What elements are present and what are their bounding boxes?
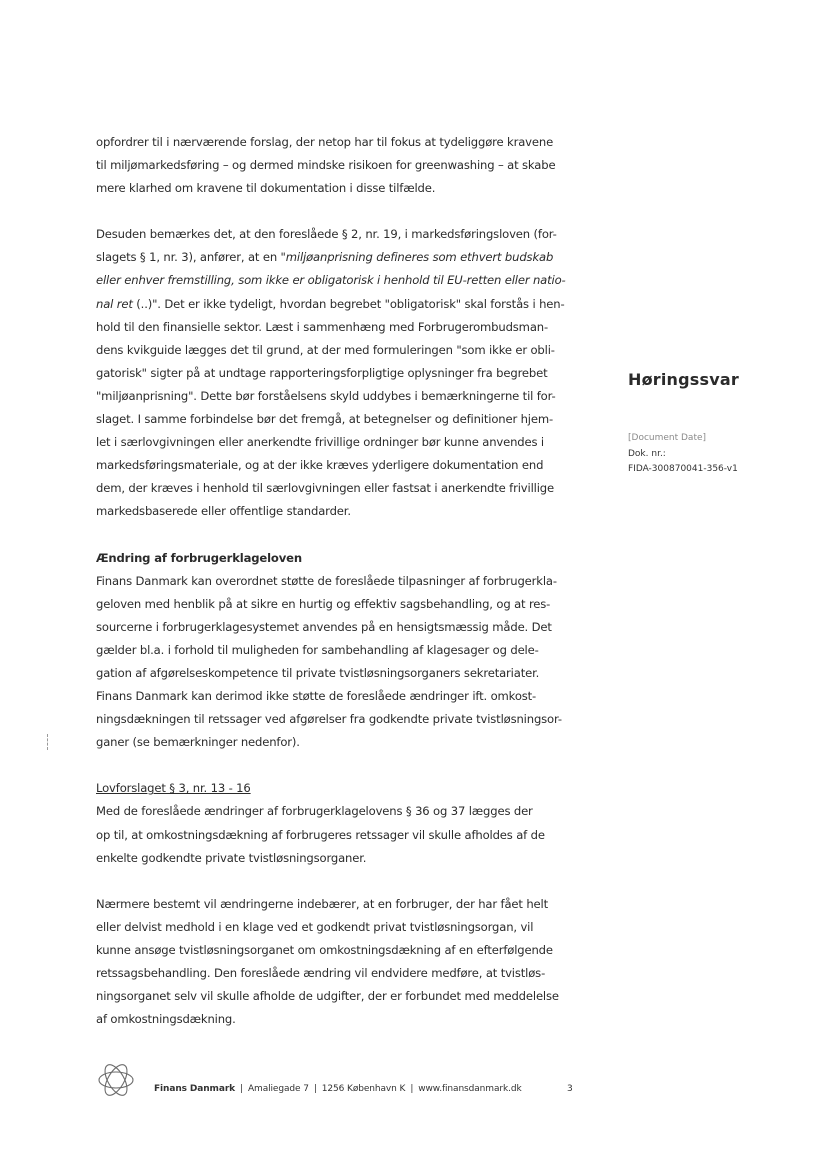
finans-danmark-logo-icon <box>96 1060 136 1100</box>
text-line: hold til den finansielle sektor. Læst i sammenhæng med Forbrugerombudsman- <box>96 319 549 334</box>
body-text <box>96 131 580 1031</box>
text-line: markedsføringsmateriale, og at der ikke kræves yderligere dokumentation end <box>96 458 544 473</box>
document-date: [Document Date] <box>628 433 707 443</box>
text-line: gatorisk" sigter på at undtage rapporteringsforpligtige oplysninger fra begrebet <box>96 365 548 380</box>
text-line: sourcerne i forbrugerklagesystemet anvendes på en hensigtsmæssig måde. Det <box>96 619 552 634</box>
page-number: 3 <box>567 1084 573 1094</box>
footer-contact <box>154 1084 522 1094</box>
text-line: ganer (se bemærkninger nedenfor). <box>96 735 300 750</box>
document-number: FIDA-300870041-356-v1 <box>628 464 738 474</box>
text-line: markedsbaserede eller offentlige standarder. <box>96 504 351 519</box>
text-line: enkelte godkendte private tvistløsningsorganer. <box>96 850 367 865</box>
text-line: slagets § 1, nr. 3), anfører, at en " <box>96 250 286 265</box>
text-line: kunne ansøge tvistløsningsorganet om omkostningsdækning af en efterfølgende <box>96 942 553 957</box>
document-sidebar <box>628 370 798 478</box>
text-line: dem, der kræves i henhold til særlovgivningen eller fastsat i anerkendte frivillige <box>96 481 554 496</box>
text-line: Finans Danmark kan overordnet støtte de foreslåede tilpasninger af forbrugerkla- <box>96 573 557 588</box>
paragraph-5 <box>96 893 580 1032</box>
text-line: ningsorganet selv vil skulle afholde de udgifter, der er forbundet med meddelelse <box>96 989 559 1004</box>
text-line: retssagsbehandling. Den foreslåede ændring vil endvidere medføre, at tvistløs- <box>96 966 546 980</box>
text-line: gælder bl.a. i forhold til muligheden for sambehandling af klagesager og dele- <box>96 642 539 657</box>
text-line: af omkostningsdækning. <box>96 1012 236 1027</box>
text-line: Med de foreslåede ændringer af forbrugerklagelovens § 36 og 37 lægges der <box>96 804 533 819</box>
sub-heading: Lovforslaget § 3, nr. 13 - 16 <box>96 781 251 796</box>
footer-website-link[interactable]: www.finansdanmark.dk <box>418 1084 522 1094</box>
document-type-title: Høringssvar <box>628 370 739 389</box>
text-line: Nærmere bestemt vil ændringerne indebærer, at en forbruger, der har fået helt <box>96 896 548 911</box>
paragraph-1 <box>96 131 580 200</box>
italic-quote: miljøanprisning defineres som ethvert budskab <box>285 250 554 265</box>
document-number-label: Dok. nr.: <box>628 448 666 459</box>
footer-separator: | <box>313 1084 317 1094</box>
text-line: mere klarhed om kravene til dokumentation i disse tilfælde. <box>96 181 436 196</box>
text-line: Finans Danmark kan derimod ikke støtte de foreslåede ændringer ift. omkost- <box>96 689 537 704</box>
footer-address: Amaliegade 7 <box>247 1084 309 1094</box>
footer-city: 1256 København K <box>321 1084 406 1094</box>
text-line: til miljømarkedsføring – og dermed mindske risikoen for greenwashing – at skabe <box>96 158 556 173</box>
section-heading: Ændring af forbrugerklageloven <box>96 550 302 565</box>
text-line: geloven med henblik på at sikre en hurtig og effektiv sagsbehandling, og at res- <box>96 596 551 611</box>
text-line: eller delvist medhold i en klage ved et godkendt privat tvistløsningsorgan, vil <box>96 919 534 934</box>
document-meta <box>628 431 798 478</box>
page-footer <box>96 1060 586 1122</box>
italic-quote: nal ret <box>96 296 133 311</box>
text-line: let i særlovgivningen eller anerkendte frivillige ordninger bør kunne anvendes i <box>96 435 544 450</box>
footer-separator: | <box>240 1084 243 1094</box>
text-line: ningsdækningen til retssager ved afgørelser fra godkendte private tvistløsningsor- <box>96 712 562 727</box>
footer-brand: Finans Danmark <box>154 1084 236 1094</box>
text-line: dens kvikguide lægges det til grund, at der med formuleringen "som ikke er obli- <box>96 342 555 357</box>
footer-separator: | <box>410 1084 414 1094</box>
text-line: Desuden bemærkes det, at den foreslåede § 2, nr. 19, i markedsføringsloven (for- <box>96 227 557 242</box>
text-line: opfordrer til i nærværende forslag, der netop har til fokus at tydeliggøre kravene <box>96 135 554 149</box>
paragraph-2 <box>96 223 580 523</box>
italic-quote: eller enhver fremstilling, som ikke er obligatorisk i henhold til EU-retten eller natio- <box>96 273 566 288</box>
margin-marker <box>47 734 49 750</box>
text-line: gation af afgørelseskompetence til private tvistløsningsorganers sekretariater. <box>96 665 540 680</box>
text-line: op til, at omkostningsdækning af forbrugeres retssager vil skulle afholdes af de <box>96 827 545 842</box>
paragraph-3 <box>96 570 580 755</box>
text-line: (..)". Det er ikke tydeligt, hvordan begrebet "obligatorisk" skal forstås i hen- <box>132 296 565 311</box>
paragraph-4 <box>96 800 580 869</box>
text-line: slaget. I samme forbindelse bør det fremgå, at betegnelser og definitioner hjem- <box>96 412 554 427</box>
text-line: "miljøanprisning". Dette bør forståelsens skyld uddybes i bemærkningerne til for- <box>96 388 556 403</box>
